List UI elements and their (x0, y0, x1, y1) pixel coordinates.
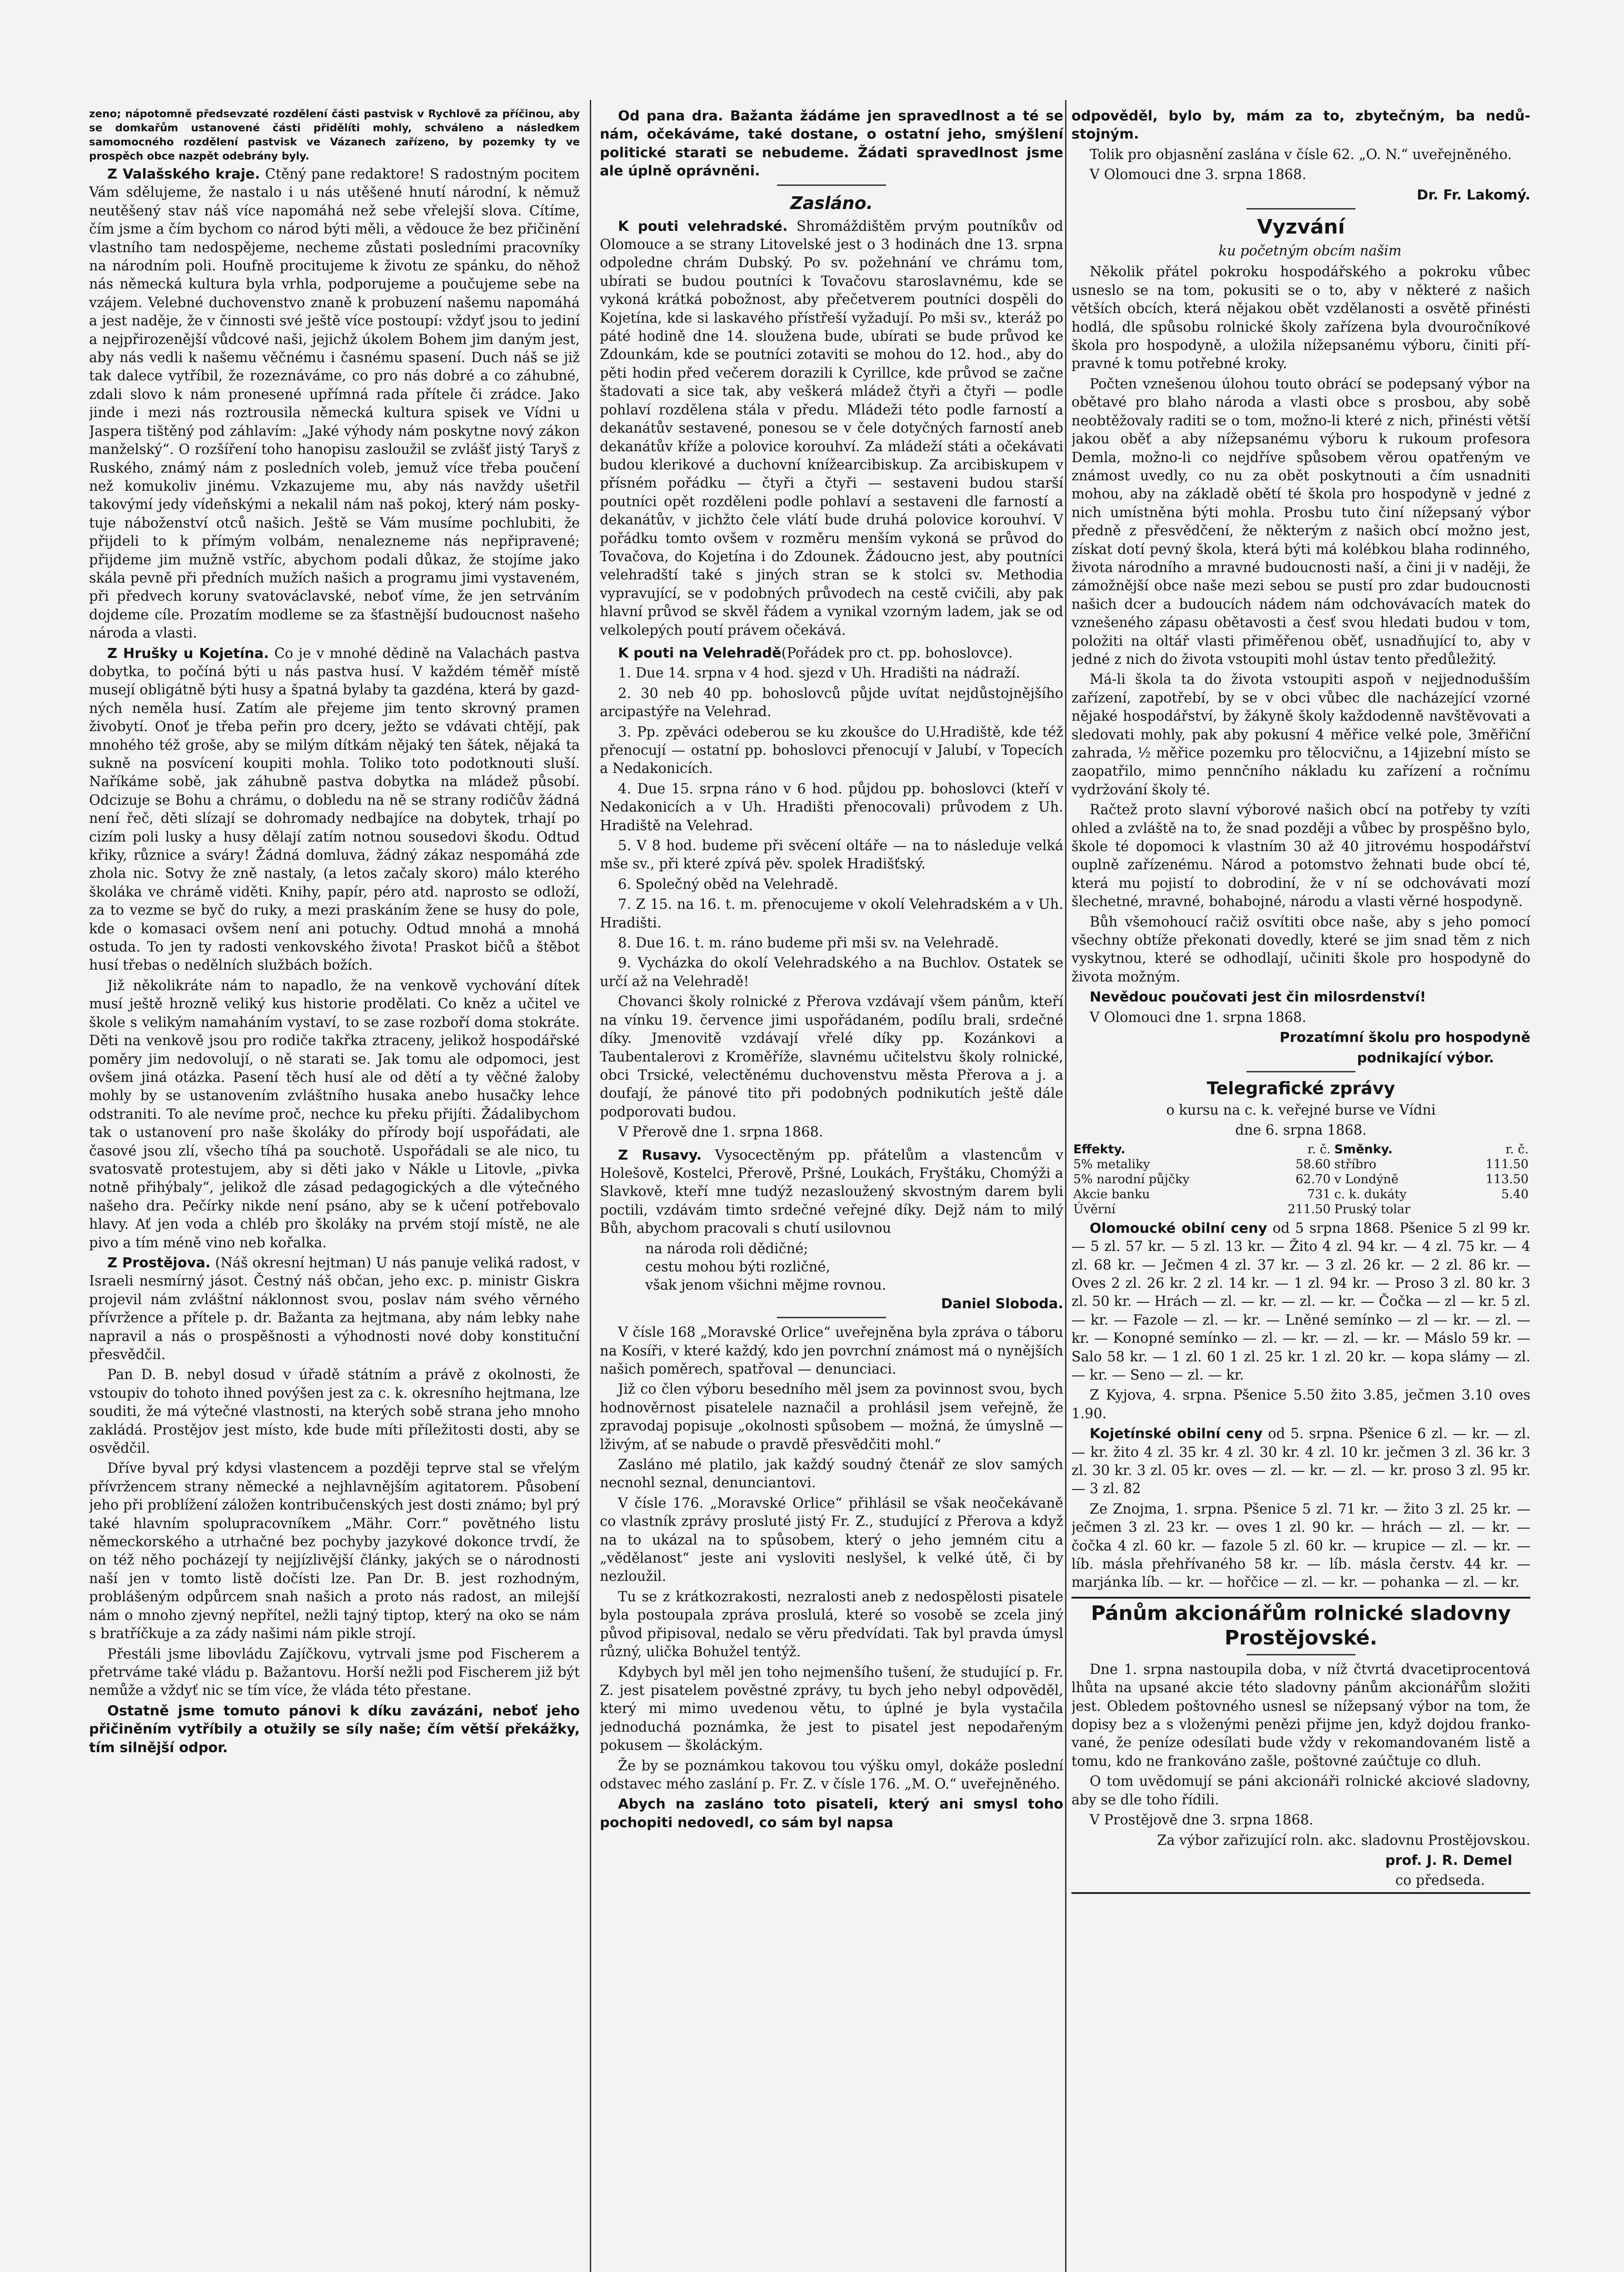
column-1 (89, 107, 580, 2272)
signature: Za výbor zařizující roln. akc. sladovnu Prostějovskou. (1157, 1832, 1530, 1848)
article-heading: Z Prostějova. (107, 1255, 211, 1271)
article-heading: Kojetínské obilní ceny (1090, 1426, 1263, 1442)
divider (1246, 1071, 1355, 1072)
article-date: V Olomouci dne 1. srpna 1868. (1090, 1009, 1306, 1026)
table-cell: Úvěrní (1073, 1202, 1116, 1216)
article-text: V čísle 176. „Moravské Orlice“ přihlásil se však neočekávaně co vlastník zprávy prosluté jistý Fr. Z., studující z Přerova a když na to ukázal na to spůsobem, který o jeho jemném citu a „vědělanost“ jeste ani vysloviti neslyšel, k velké útě, či by nezloužil. (600, 1495, 1063, 1585)
column-3 (1071, 107, 1530, 2272)
section-heading: Vyzvání (1257, 215, 1345, 239)
article-text: Chovanci školy rolnické z Přerova vzdávají všem pánům, kteří na vínku 19. července jimi uspořádaném, podílu brali, srdečné díky. Jmenovitě vzdávají vřelé díky pp. Kozánkovi a Taubentalerovi z Kroměříže, slavnému učitelstvu školy rolnické, obci Trsické, velectěnému duchovenstvu města Přerova a j. a doufají, že pánové tito při podobných podnikutích ještě dále podporovati budou. (600, 994, 1063, 1120)
ad-title: Pánům akcionářům rolnické sladovny (1091, 1601, 1511, 1625)
article-paragraph (89, 1254, 580, 1364)
article-heading: Z Rusavy. (618, 1147, 702, 1163)
article-text: Dříve byval prý kdysi vlastencem a později teprve stal se vřelým přívržencem strany německé a nejhlavnějším agitatorem. Působení jeho při problížení záložen kontribučenských jest dosti známo; byl prý také hlavním spolupracovníkem „Mähr. Corr.“ povětného listu německorského a utrhačné bez pochyby jazykové dokonce trvdí, že on též něho pocházejí ty nejjízlivější články, jakých se o národnosti naší jen v tomto listě dočísti lze. Pan Dr. B. jest rozhodným, problášeným odpůrcem snah našich a proto nás radost, an milejší nám o mnoho zjevný nepřítel, nežli tajný tiptop, který na oko se nám s bratříčkuje a za zády našimi nám pikle strojí. (89, 1460, 580, 1642)
article-heading: Z Valašského kraje. (107, 166, 260, 182)
signature: co předseda. (1395, 1873, 1485, 1889)
section-subheading: dne 6. srpna 1868. (1235, 1122, 1367, 1139)
table-cell: 111.50 (1485, 1157, 1529, 1171)
article-text: Že by se poznámkou takovou tou výšku omyl, dokáže poslední odstavec mého zaslání p. Fr. Z. v čísle 176. „M. O.“ uveřejněného. (600, 1758, 1063, 1792)
divider (1246, 208, 1355, 209)
table-row (1071, 1157, 1530, 1172)
itinerary-item: 1. Due 14. srpna v 4 hod. sjezd v Uh. Hradišti na nádraží. (618, 665, 1021, 682)
table-cell: v Londýně (1334, 1172, 1399, 1186)
itinerary-list (600, 664, 1063, 991)
verse-line: cestu mohou býti rozličné, (645, 1259, 830, 1275)
table-cell: stříbro (1334, 1157, 1377, 1171)
signature: Dr. Fr. Lakomý. (1417, 187, 1530, 203)
article-text: O tom uvědomují se páni akcionáři rolnické akciové sladovny, aby se dle toho řídili. (1071, 1774, 1530, 1808)
article-text: Z Kyjova, 4. srpna. Pšenice 5.50 žito 3.85, ječmen 3.10 oves 1.90. (1071, 1387, 1530, 1422)
table-cell: 5% narodní půjčky (1073, 1172, 1190, 1186)
section-subheading: o kursu na c. k. veřejné burse ve Vídni (1166, 1102, 1436, 1118)
article-paragraph (1071, 1220, 1530, 1385)
itinerary-item: 2. 30 neb 40 pp. bohoslovců půjde uvítat nejdůstojnějšího arcipastýře na Velehrad. (600, 685, 1063, 720)
article-paragraph (89, 645, 580, 975)
itinerary-item: 9. Vycházka do okolí Velehradského a na Buchlov. Ostatek se určí až na Velehradě! (600, 955, 1063, 990)
table-cell: 5.40 (1501, 1187, 1529, 1201)
article-heading: Z Hrušky u Kojetína. (107, 645, 269, 662)
itinerary-item: 5. V 8 hod. budeme při svěcení oltáře — na to následuje velká mše sv., při které zpívá pěv. spolek Hradišťský. (600, 838, 1063, 872)
article-date: V Olomouci dne 3. srpna 1868. (1090, 167, 1306, 183)
article-paragraph (600, 644, 1063, 663)
article-paragraph (1071, 1425, 1530, 1499)
article-text: Tolik pro objasnění zaslána v čísle 62. „O. N.“ uveřejněného. (1090, 146, 1512, 163)
table-cell: 211.50 (1287, 1202, 1331, 1216)
article-text: Abych na zasláno toto pisateli, který ani smysl toho pochopiti nedovedl, co sám byl napsa (600, 1796, 1063, 1831)
article-text: Pan D. B. nebyl dosud v úřadě státním a právě z okolnosti, že vstoupiv do tohoto ihned povýšen jest za c. k. okresního hejtmana, lze souditi, že má výtečné vlastnosti, na kterých sobě strana jeho mnoho zakládá. Prostějov jest místo, kde bude míti příležitosti dosti, aby se osvědčil. (89, 1367, 580, 1457)
itinerary-item: 8. Due 16. t. m. ráno budeme při mši sv. na Velehradě. (618, 935, 999, 952)
signature: Daniel Sloboda. (941, 1295, 1063, 1312)
table-cell: Akcie banku (1073, 1187, 1150, 1201)
article-text: zeno; nápotomně předsevzaté rozdělení části pastvisk v Rychlově za příčinou, aby se domkařům ustanovené části přidělíti mohly, schváleno a následkem samomocného rozdělení pastvisk ve Vázanech zařízeno, by pozemky ty ve prospěch obce nazpět odebrány byly. (89, 108, 580, 162)
table-row (1071, 1202, 1530, 1217)
verse-line: na národa roli dědičné; (645, 1241, 808, 1257)
divider (1246, 1654, 1355, 1655)
article-text: odpověděl, bylo by, mám za to, zbytečným, ba nedůstojným. (1071, 108, 1530, 143)
article-paragraph (89, 165, 580, 643)
table-header: r. č. (1505, 1142, 1529, 1156)
divider (777, 184, 886, 186)
table-cell: 731 (1307, 1187, 1331, 1201)
article-date: V Prostějově dne 3. srpna 1868. (1090, 1812, 1314, 1829)
column-2 (600, 107, 1063, 2272)
table-cell: 58.60 (1295, 1157, 1331, 1171)
article-text: Nevědouc poučovati jest čin milosrdenství! (1090, 989, 1426, 1006)
signature: prof. J. R. Demel (1385, 1852, 1512, 1868)
article-text: Kdybych byl měl jen toho nejmenšího tušení, že studující p. Fr. Z. jest pisatelem pověstné zprávy, tu bych jeho nebyl odpověděl, který mi mimo uvedenou větu, to úplné je byla vystačila jednoduchá poznámka, že jest to pisatel jest nepodařeným pokusem — školáckým. (600, 1664, 1063, 1754)
article-text: Několik přátel pokroku hospodářského a pokroku vůbec usneslo se na tom, pokusiti se o to, aby v některé z našich větších obcích, která nějakou obět vzdělanosti a osvětě přinésti hodlá, dle spůsobu rolnické školy zařízena byla dvouročníkové škola pro hospodyně, a uložila nížepsanému výboru, činiti přípravné k tomu potřebné kroky. (1071, 264, 1530, 372)
article-text: Co je v mnohé dědině na Valachách pastva dobytka, to počíná býti u nás pastva husí. V každém téměř místě musejí obligátně býti husy a špatná bylaby ta gazdéna, která by gazdných neměla husí. Zatím ale přejeme jim tento skrovný pramen živobytí. Onoť je třeba peřin pro dcery, ježto se vdávati chtějí, pak mnohého též groše, aby se milým dítkám nějaký ten šátek, nějaká ta sukně na posvícení koupiti mohla. Toliko toto podotknouti sluší. Naříkáme sobě, jak záhubně pastva dobytka na mládež působí. Odcizuje se Bohu a chrámu, o dobledu na ně se strany rodičův žádná není řeč, děti slízají se dohromady nedbajíce na dobytek, trhají po cizím poli lusky a husy dělají zatím notnou sousedovi škodu. Odtud křiky, různice a sváry! Žádná domluva, žádný zákaz nespomáhá zde zhola nic. Sotvy že zně nastaly, (a letos začaly skoro) málo kterého školáka ve chrámě viděti. Knihy, papír, péro atd. naprosto se odloží, za to vezme se byč do ruky, a mezi praskáním žene se husy do pole, kde o komasaci ovšem není ani potuchy. Odtud mnohá a mnohá ostuda. To jen ty radosti venkovského života! Praskot bičů a štěbot husí třebas o nedělních službách božích. (89, 645, 580, 974)
article-text: Již co člen výboru besedního měl jsem za povinnost svou, bych hodnověrnost pisatelele naznačil a prohlásil jsem veřejně, že zpravodaj popisuje „okolnosti spůsobem — možná, že úmyslně — lživým, ať se nabude o pravdě přesvědčiti mohl.“ (600, 1381, 1063, 1453)
article-text: Má-li škola ta do života vstoupiti aspoň v nejjednodušším zařízení, zapotřebí, by se v obci vůbec dle nacházející vzorné nějaké hospodářství, by žákyně školy každodenně navštěvovati a sledovati mohly, pak aby pokusní 4 měřice velké pole, 3měřiční zahrada, ½ měřice pozemku pro tělocvičnu, a 14jizební místo se zaopatřilo, mimo pennčního nákladu ku zařízení a ročnímu vydržování školy té. (1071, 672, 1530, 798)
article-paragraph (600, 1146, 1063, 1238)
divider (777, 1317, 886, 1318)
table-cell (1457, 1202, 1530, 1217)
table-header: Effekty. (1073, 1142, 1126, 1156)
article-text: Račtež proto slavní výborové našich obcí na potřeby ty vzíti ohled a zvláště na to, že snad později a vůbec by prospěšno bylo, škole té dopomoci k vlastním 30 až 40 jitrovému hospodářství ouplně zařízenému. Národ a potomstvo žehnati bude obcí té, která mu pojistí to dobrodiní, že v ní se odchovávati mozí šlechetné, mravné, bohabojné, národu a vlasti věrné hospodyně. (1071, 802, 1530, 910)
article-text: Ctěný pane redaktore! S radostným pocitem Vám sdělujeme, že nastalo i u nás utěšené hnutí národní, k němuž neutěšený stav náš více napomáhá než sebe vřelejší slova. Cítíme, čím jsme a čím bychom co národ býti měli, a vědouce že bez přičinění vlastního tam nedospějeme, necheme zůstati posledními pracovníky na národním poli. Houfně procitujeme k životu ze spánku, do něhož nás německá kultura byla vrhla, podporujeme a poučujeme sebe na vzájem. Velebné duchovenstvo znaně k probuzení našemu napomáhá a jest naděje, že v činnosti své ještě více postoupí: vždyť jsou to jediní a nejpřirozenější vůdcové naši, jejichž úkolem Bohem jim daným jest, aby nás vedli k našemu věčnému i časnému spasení. Duch náš se již tak dalece vytříbil, že rozeznáváme, co pro nás dobré a co záhubné, zdali slovo k nám pronesené upřímná rada přítele či zrádce. Jako jinde i mezi nás roztrousila německá kultura spisek ve Vídni u Jaspera tištěný pod záhlavím: „Jaké výhody nám poskytne nový zákon manželský“. O rozšíření toho hanopisu zasloužil se zvlášť jistý Taryš z Ruského, známý nám z posledních voleb, jemuž více třeba poučení než komukoliv jinému. Vzkazujeme mu, aby nás navždy ušetřil takovýmí jedy vídeňskými a nekalil nám naš pokoj, který nám poskytuje náboženství otců našich. Ještě se Vám musíme pochlubiti, že přijdeli to k přímým volbám, nenalezneme nás nepřipravené; přijdeme jim mužně vstříc, abychom podali důkaz, že stojíme jako skála pevně při předních mužích našich a programu jimi vystaveném, při předvech koruny svatováclavské, neboť víme, že jen setrváním dojdeme cíle. Prozatím modleme se za šťastnější budoucnost našeho národa a vlasti. (89, 166, 580, 642)
verse-line: však jenom všichni mějme rovnou. (645, 1277, 887, 1294)
article-text: (Náš okresní hejtman) U nás panuje veliká radost, v Israeli nesmírný jásot. Čestný náš občan, jeho exc. p. ministr Giskra projevil nám zvláštní náklonnost svou, poslav nám svého věrného přívržence a přítele p. dr. Bažanta za hejtmana, aby nám lebky nahe napravil a nás o prospěšnosti a výhodnosti nové doby konstituční přesvědčil. (89, 1255, 580, 1363)
signature: podnikající výbor. (1357, 1050, 1494, 1066)
article-text: od 5. srpna. Pšenice 6 zl. — kr. — zl. — kr. žito 4 zl. 35 kr. 4 zl. 30 kr. 4 zl. 10 kr. ječmen 3 zl. 36 kr. 3 zl. 30 kr. 3 zl. 05 kr. oves — zl. — kr. — zl. — kr. proso 3 zl. 95 kr. — 3 zl. 82 (1071, 1426, 1530, 1497)
itinerary-item: 6. Společný oběd na Velehradě. (618, 876, 838, 892)
article-text: Shromáždištěm prvým poutníkův od Olomouce a se strany Litovelské jest o 3 hodinách dne 13. srpna odpoledne chrám Dubský. Po sv. požehnání ve chrámu tom, ubírati se budou poutníci k Tovačovu staroslavnému, kde se vykoná krátká pobožnost, aby přečetverem poutníci dospěli do Kojetína, kde si laskavého přístřeší vyžadují. Po mši sv., kteráž po páté hodině dne 14. sloužena bude, ubírati se bude průvod ke Zdounkám, kde se poutníci zotaviti se mohou do 12. hod., aby do pěti hodin před večerem dorazili k Cyrillce, kde průvod se začne štadovati a sice tak, aby veškerá mládež čtyři a čtyři — podle pohlaví rozdělena stála v předu. Mládeži této podle farností a dekanátův sestavené, ponesou se v čele dotyčných farností aneb dekanátův kříže a polovice korouhví. Za mládeží státi a očekávati budou klerikové a duchovní knížearcibiskup. Za arcibiskupem v přísném pořádku — čtyři a čtyři — sestaveni budou starší poutníci opět rozděleni podle pohlaví a sestaveni dle farností a dekanátův, v jichžto čele vlátí bude druhá polovice korouhví. V pořádku tomto ovšem v rozměru menším vykoná se průvod do Tovačova, do Kojetína i do Zdounek. Žádoucno jest, aby poutníci velehradští také s jiných stran se k stolci sv. Methodia vypravující, se v podobných průvodech na cestě cvičili, aby pak hlavní průvod se skvěl řádem a vynikal vzorným ladem, jak se od velkolepých poutí právem očekává. (600, 218, 1063, 638)
article-subheading: (Pořádek pro ct. pp. bohoslovce). (781, 645, 1013, 661)
ad-title: Prostějovské. (1224, 1626, 1378, 1649)
advertisement (1071, 1597, 1530, 1894)
table-cell: 62.70 (1295, 1172, 1331, 1186)
table-row (1071, 1172, 1530, 1187)
section-heading: Zasláno. (790, 193, 873, 213)
table-cell: c. k. dukáty (1334, 1187, 1407, 1201)
article-text: Již několikráte nám to napadlo, že na venkově vychování dítek musí ještě hrozně veliký kus historie prodělati. Co kněz a učitel ve škole s velikým namaháním vystaví, to se zase rozboří doma stokráte. Děti na venkově jsou pro rodiče takřka ztraceny, jelikož hospodářské poměry jim nedovolují, o ně starati se. Jak tomu ale odpomoci, jest ovšem jiná otázka. Pasení těch husí ale od dětí a ty věčné žaloby mohly by se ustanovením zvláštního husaka anebo husačky lehce odstraniti. To ale nevíme proč, nechce ku překu přijíti. Žádalibychom tak o ustanovení pro naše školáky do přírody bojí uspořádati, ale časové jsou zlí, všecho tíhá pa souchotě. Uspořádali se ale nico, tu svatosvatě protestujem, aby si děti jako v Nákle u Litovle, „pivka notně přihýbaly“, jelikož dle zásad pedagogických a dle výtečného našeho dra. Pečírky nikde není psáno, aby se k učení potřebovalo hlavy. Ať jen voda a chléb pro školáky na prvém stojí místě, ne ale pivo a tím méně vino neb kořalka. (89, 977, 580, 1251)
column-rule-1 (590, 100, 591, 2272)
table-cell: Pruský tolar (1334, 1202, 1410, 1216)
article-heading: K pouti velehradské. (618, 218, 788, 234)
article-heading: Olomoucké obilní ceny (1090, 1220, 1267, 1236)
itinerary-item: 7. Z 15. na 16. t. m. přenocujeme v okolí Velehradském a v Uh. Hradišti. (600, 897, 1063, 931)
table-header: Směnky. (1334, 1142, 1393, 1156)
article-text: V čísle 168 „Moravské Orlice“ uveřejněna byla zpráva o táboru na Kosíři, v které každý, kdo jen povrchní známost má o nynějších našich poměrech, spatřoval — denunciaci. (600, 1325, 1063, 1377)
section-subheading: ku početným obcím našim (1218, 243, 1402, 259)
article-text: Přestáli jsme libovládu Zajíčkovu, vytrvali jsme pod Fischerem a přetrváme také vládu p. Bažantovu. Horší nežli pod Fischerem již být nemůže a vždyť nic se tím více, že vláda této přestane. (89, 1646, 580, 1699)
bourse-table (1071, 1142, 1530, 1217)
article-text: Dne 1. srpna nastoupila doba, v níž čtvrtá dvacetiprocentová lhůta na upsané akcie této sladovny pánům akcionářům složiti jest. Obledem poštovného usnesl se nížepsaný výbor na tom, že dopisy bez a s vloženými penězi přijme jen, když dojdou frankované, že peníze odesílati bude vždy v rekomandovaném listě a tomu, kdo ne frankováno zašle, poštovné zaúčtuje co dluh. (1071, 1661, 1530, 1769)
table-cell: 113.50 (1485, 1172, 1529, 1186)
section-heading: Telegrafické zprávy (1206, 1078, 1395, 1098)
article-text: Zasláno mé platilo, jak každý soudný čtenář ze slov samých necnohl seznal, denunciantovi. (600, 1457, 1063, 1491)
article-date: V Přerově dne 1. srpna 1868. (618, 1124, 823, 1141)
article-heading: K pouti na Velehradě (618, 645, 782, 661)
table-row (1071, 1187, 1530, 1202)
table-header: r. č. (1307, 1142, 1331, 1156)
article-paragraph (600, 218, 1063, 640)
article-text: Ze Znojma, 1. srpna. Pšenice 5 zl. 71 kr. — žito 3 zl. 25 kr. — ječmen 3 zl. 23 kr. — oves 1 zl. 90 kr. — hrách — zl. — kr. — čočka 4 zl. 60 kr. — fazole 5 zl. 60 kr. — krupice — zl. — kr. — líb. másla přehřívaného 58 kr. — líb. másla čerstv. 44 kr. — marjánka líb. — kr. — hořčice — zl. — kr. — pohanka — zl. — kr. (1071, 1501, 1530, 1591)
article-text: Vysocectěným pp. přátelům a vlastencům v Holešově, Kostelci, Přerově, Pršné, Loukách, Fryštáku, Chomýži a Slavkově, kteří mne tudýž nezasloužený skvostným darem byli poctili, vzdávám timto srdečné veřejné díky. Dejž nám to milý Bůh, abychom pracovali s chutí usilovnou (600, 1147, 1063, 1237)
itinerary-item: 3. Pp. zpěváci odeberou se ku zkoušce do U.Hradiště, kde též přenocují — ostatní pp. bohoslovci přenocují v Jalubí, v Topecích a Nedakonicích. (600, 724, 1063, 777)
article-text: od 5 srpna 1868. Pšenice 5 zl 99 kr. — 5 zl. 57 kr. — 5 zl. 13 kr. — Žito 4 zl. 94 kr. — 4 zl. 75 kr. — 4 zl. 68 kr. — Ječmen 4 zl. 37 kr. — 3 zl. 26 kr. — 2 zl. 86 kr. — Oves 2 zl. 26 kr. 2 zl. 14 kr. — 1 zl. 94 kr. — Proso 3 zl. 80 kr. 3 zl. 50 kr. — Hrách — zl. — kr. — zl. — kr. — Čočka — zl — kr. 5 zl. — kr. — Fazole — zl. — kr. — Lněné semínko — zl — kr. — zl. — kr. — Konopné semínko — zl. — kr. — zl. — kr. — Máslo 59 kr. — Salo 58 kr. — 1 zl. 60 1 zl. 25 kr. 1 zl. 20 kr. — kopa slámy — zl. — kr. — Seno — zl. — kr. (1071, 1220, 1530, 1383)
column-rule-2 (1065, 100, 1066, 2272)
article-text: Počten vznešenou úlohou touto obrácí se podepsaný výbor na obětavé pro blaho národa a vlasti obce s prosbou, aby sobě neobtěžovaly raditi se o tom, možno-li které z nich, přinésti větší jakou oběť a aby nížepsanému výboru k rukoum profesora Demla, možno-li co nejdříve spůsobem věrou opatřeným ve známost uvedly, co nu za obět poskytnouti a čím usnadniti mohou, aby na základě obětí té škola pro hospodyně v jedné z nich umístněna býti mohla. Prosbu tuto činí nížepsaný výbor předně z přesvědčení, že některým z našich obcí možno jest, získat dotí pevný škola, která býti má kolébkou blaha rodinného, života národního a mravné budoucnosti naší, a čini ji v naději, že zámožnější obce naše mezi sebou se pustí pro zdar budoucnosti našich dcer a budoucích nádem nám odchovávacích matek do vznešeného zápasu obětavosti a česť svou hledati budou v tom, položiti na oltář vlasti přiměřenou oběť, usnadňující to, aby v jedné z nich do života vstoupiti mohl ústav tento předůležitý. (1071, 376, 1530, 668)
table-cell: 5% metaliky (1073, 1157, 1150, 1171)
verse-block (600, 1240, 1063, 1295)
signature: Prozatímní školu pro hospodyně (1280, 1030, 1530, 1046)
article-text: Od pana dra. Bažanta žádáme jen spravedlnost a té se nám, očekáváme, také dostane, o ostatní jeho, smýšlení politické starati se nebudeme. Žádati spravedlnost jsme ale úplně oprávněni. (600, 108, 1063, 179)
article-text: Ostatně jsme tomuto pánovi k díku zavázáni, neboť jeho přičiněním vytříbily a otužily se síly naše; čím větší překážky, tím silnější odpor. (89, 1703, 580, 1756)
itinerary-item: 4. Due 15. srpna ráno v 6 hod. půjdou pp. bohoslovci (kteří v Nedakonicích a v Uh. Hradišti přenocovali) průvodem z Uh. Hradiště na Velehrad. (600, 781, 1063, 834)
article-text: Bůh všemohoucí račiž osvítiti obce naše, aby s jeho pomocí všechny obtíže překonati dovedly, které se jim snad těm z nich vyskytnou, které se odhodlají, učiniti škole pro hospodyně do života možným. (1071, 914, 1530, 985)
article-text: Tu se z krátkozrakosti, nezralosti aneb z nedospělosti pisatele byla postoupala zpráva proslulá, které so vosobě se zcela jiný původ připisoval, nedalo se věru předvídati. Tak byl pravda úmysl různý, ulička Bohužel tentýž. (600, 1589, 1063, 1660)
